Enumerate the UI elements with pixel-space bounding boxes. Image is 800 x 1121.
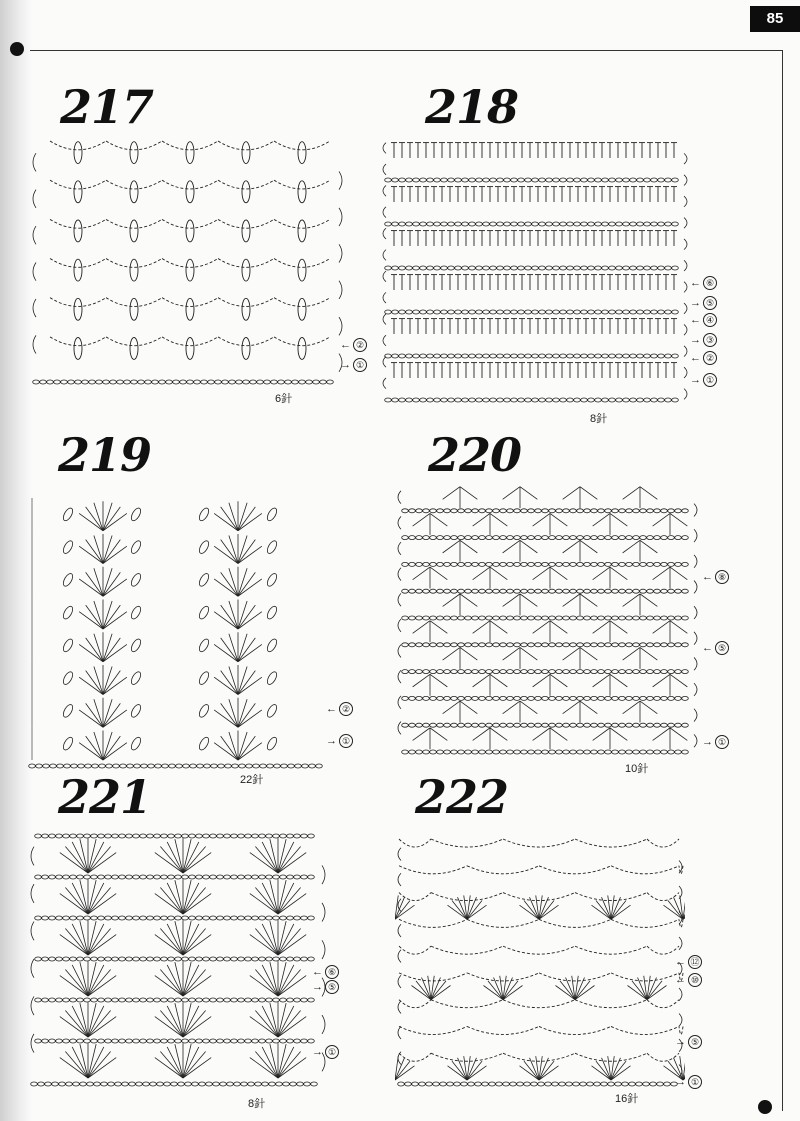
page-number-tab: 85 (750, 6, 800, 32)
row-marker-220-1: → ① (702, 735, 729, 749)
row-marker-218-3: → ③ (690, 333, 717, 347)
row-marker-217-2: ← ② (340, 338, 367, 352)
row-marker-222-1: → ① (675, 1075, 702, 1089)
pattern-number-221: 221 (58, 770, 152, 824)
c217-svg (30, 135, 345, 390)
pattern-number-218: 218 (425, 80, 519, 134)
crochet-chart-221 (28, 828, 328, 1090)
stitch-count-218: 8針 (590, 413, 608, 425)
row-marker-220-8: ← ⑧ (702, 570, 729, 584)
pattern-number-222: 222 (415, 770, 509, 824)
crochet-chart-217 (30, 135, 345, 390)
row-marker-222-12: ← ⑫ (675, 955, 702, 969)
corner-dot (10, 42, 24, 56)
c222-svg (395, 835, 685, 1090)
row-marker-221-6: ← ⑥ (312, 965, 339, 979)
c218-svg (380, 132, 690, 410)
stitch-count-220: 10針 (625, 763, 649, 775)
corner-dot (758, 1100, 772, 1114)
row-marker-218-4: ← ④ (690, 313, 717, 327)
row-marker-219-2: ← ② (326, 702, 353, 716)
row-marker-221-5: → ⑤ (312, 980, 339, 994)
row-marker-222-5: → ⑤ (675, 1035, 702, 1049)
stitch-count-222: 16針 (615, 1093, 639, 1105)
row-marker-220-5: ← ⑤ (702, 641, 729, 655)
crochet-chart-219 (28, 490, 333, 772)
row-marker-218-6: ← ⑥ (690, 276, 717, 290)
crochet-chart-220 (395, 478, 700, 760)
row-marker-218-1: → ① (690, 373, 717, 387)
c219-svg (28, 490, 333, 772)
c220-svg (395, 478, 700, 760)
row-marker-217-1: → ① (340, 358, 367, 372)
pattern-number-217: 217 (60, 80, 154, 134)
crochet-chart-218 (380, 132, 690, 410)
row-marker-219-1: → ① (326, 734, 353, 748)
stitch-count-219: 22針 (240, 774, 264, 786)
crochet-chart-222 (395, 835, 685, 1090)
stitch-count-217: 6針 (275, 393, 293, 405)
stitch-count-221: 8針 (248, 1098, 266, 1110)
pattern-number-220: 220 (428, 428, 522, 482)
row-marker-222-10: ← ⑩ (675, 973, 702, 987)
row-marker-221-1: → ① (312, 1045, 339, 1059)
row-marker-218-5: → ⑤ (690, 296, 717, 310)
c221-svg (28, 828, 328, 1090)
row-marker-218-2: ← ② (690, 351, 717, 365)
pattern-number-219: 219 (58, 428, 152, 482)
